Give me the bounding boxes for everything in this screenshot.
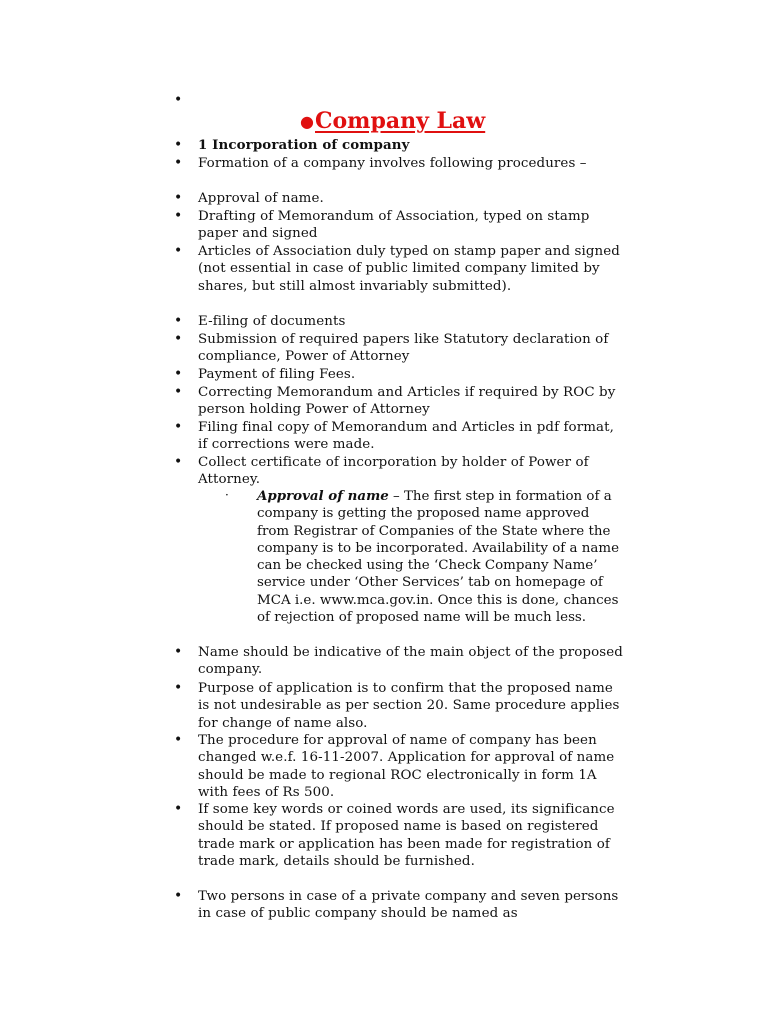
bullet-icon: • — [174, 801, 183, 817]
bullet-icon: • — [174, 155, 183, 171]
step-text: Submission of required papers like Statutory declaration of compliance, Power of Attorney — [198, 332, 609, 365]
point-text: If some key words or coined words are used, its significance should be stated. If proposed name is based on registered trade mark or application has been made for registration of trade mark, details should be furnished. — [198, 802, 615, 869]
step-text: Collect certificate of incorporation by holder of Power of Attorney. — [198, 455, 589, 488]
step-text: Drafting of Memorandum of Association, typed on stamp paper and signed — [198, 209, 590, 242]
step-text: Correcting Memorandum and Articles if required by ROC by person holding Power of Attorney — [198, 385, 616, 418]
bullet-icon: • — [174, 190, 183, 206]
bullet-icon: • — [174, 644, 183, 660]
bullet-icon: • — [174, 732, 183, 748]
step-text: E-filing of documents — [198, 314, 346, 329]
bullet-icon: • — [174, 680, 183, 696]
step-text: Filing final copy of Memorandum and Articles in pdf format, if corrections were made. — [198, 420, 614, 453]
bullet-icon: • — [174, 137, 183, 153]
point-text: The procedure for approval of name of company has been changed w.e.f. 16-11-2007. Application for approval of name should be made to regional ROC electronically in form 1A with fees of Rs 500. — [198, 733, 615, 800]
step-text: Approval of name. — [198, 191, 324, 206]
bullet-icon: • — [174, 454, 183, 470]
bullet-icon: • — [174, 419, 183, 435]
step-text: Articles of Association duly typed on stamp paper and signed (not essential in case of public limited company limited by shares, but still almost invariably submitted). — [198, 244, 620, 294]
sub-bullet-icon: · — [225, 488, 229, 502]
step-text: Payment of filing Fees. — [198, 367, 356, 382]
bullet-icon: • — [174, 331, 183, 347]
bullet-icon: ● — [300, 112, 314, 131]
point-text: Name should be indicative of the main object of the proposed company. — [198, 645, 623, 678]
bullet-icon: • — [174, 92, 183, 108]
section-heading: 1 Incorporation of company — [198, 137, 410, 153]
bullet-icon: • — [174, 366, 183, 382]
sub-item-body: – The first step in formation of a company is getting the proposed name approved from Registrar of Companies of the State where the company is to be incorporated. Availability of a name can be checked using the ‘Check Company Name’ service under ‘Other Services’ tab on homepage of MCA i.e. www.mca.gov.in. Once this is done, chances of rejection of proposed name will be much less. — [257, 489, 619, 626]
bullet-icon: • — [174, 888, 183, 904]
point-text: Purpose of application is to confirm that the proposed name is not undesirable as per section 20. Same procedure applies for change of name also. — [198, 681, 620, 731]
sub-item-text — [257, 488, 625, 626]
sub-item-lead: Approval of name — [257, 488, 389, 504]
bullet-icon: • — [174, 243, 183, 259]
title-text: Company Law — [315, 108, 486, 134]
bullet-icon: • — [174, 208, 183, 224]
point-text: Two persons in case of a private company and seven persons in case of public company should be named as — [198, 889, 619, 922]
intro-text: Formation of a company involves following procedures – — [198, 156, 587, 171]
bullet-icon: • — [174, 384, 183, 400]
bullet-icon: • — [174, 313, 183, 329]
